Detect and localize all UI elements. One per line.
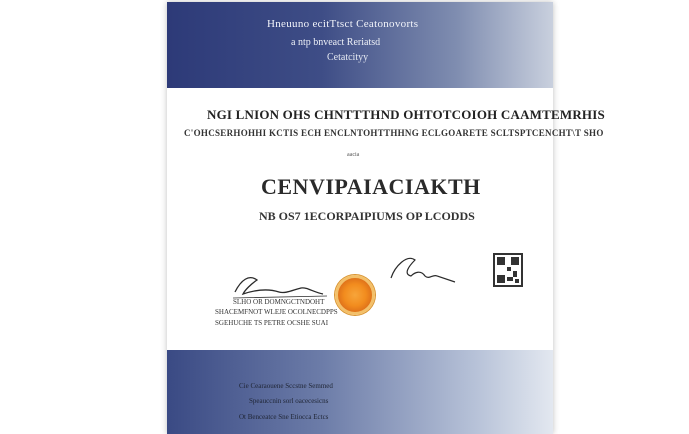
gold-seal: [335, 275, 375, 315]
footer-line-2: Speauccnin sorl oacecesicns: [249, 397, 329, 405]
header-line-1: Hneuuno ecitTtsct Ceatonovorts: [267, 18, 419, 30]
qr-code: [493, 253, 523, 287]
header-line-2: a ntp bnveact Reriatsd: [291, 37, 381, 48]
header-line-3: Cetatcityy: [327, 52, 369, 63]
signatory-title: SHACEMFNOT WLEJE OCOLNECDPPS: [215, 308, 338, 316]
signatory-name: SLHO OR DOMNGCTNDOHT: [233, 298, 325, 306]
signatory-organization: SGEHUCHE TS PETRE OCSHE SUAI: [215, 319, 329, 327]
certificate-subheading: NB OS7 1ECORPAIPIUMS OP LCODDS: [259, 209, 475, 223]
certificate-document: [167, 2, 605, 434]
organization-subtitle: C'OHCSERHOHHI KCTIS ECH ENCLNTOHTTHHNG ECLGOARETE SCLTSPTCENCHT\T SHO: [184, 128, 604, 138]
certificate-title: CENVIPAIACIAKTH: [261, 174, 481, 199]
right-signature: [385, 252, 465, 292]
footer-line-3: Ot Benceatce Sne Etiocca Ectcs: [239, 413, 329, 421]
small-caption: aacia: [347, 152, 360, 158]
footer-band: [167, 350, 553, 434]
footer-line-1: Cie Cearaouene Sccstne Semmed: [239, 382, 333, 390]
organization-heading: NGI LNION OHS CHNTTTHND OHTOTCOIOH CAAMTEMRHIS: [207, 107, 605, 122]
